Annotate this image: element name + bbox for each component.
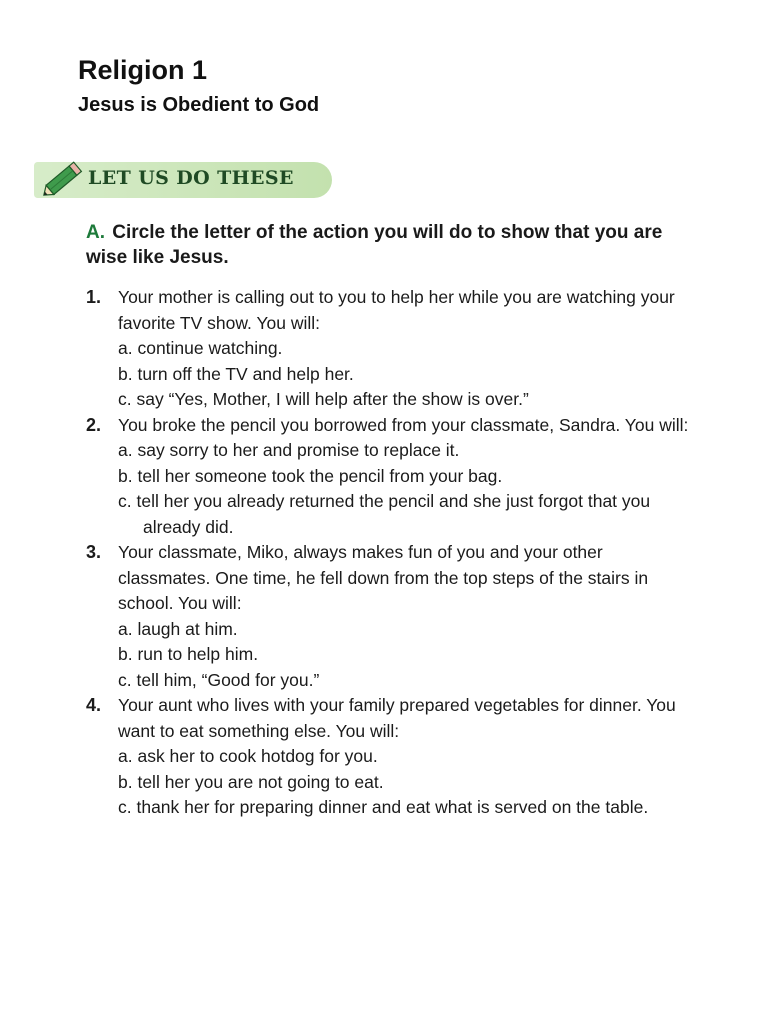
choice-option: b. tell her you are not going to eat. <box>118 771 384 792</box>
question-text: Your classmate, Miko, always makes fun of you and your other classmates. One time, he fell down from the top steps of the stairs in school. You will: <box>118 542 649 613</box>
question-text: Your mother is calling out to you to help her while you are watching your favorite TV show. You will: <box>118 287 675 333</box>
question-number: 3. <box>86 542 102 562</box>
question-number: 2. <box>86 414 102 435</box>
page-header <box>78 52 319 120</box>
choice-option: b. tell her someone took the pencil from your bag. <box>118 465 503 486</box>
choice-option: c. tell him, “Good for you.” <box>118 669 320 690</box>
instruction-text: Circle the letter of the action you will do to show that you are wise like Jesus. <box>86 222 663 268</box>
choice-option: c. say “Yes, Mother, I will help after the show is over.” <box>118 389 529 409</box>
question-item <box>86 413 696 541</box>
page-title: Religion 1 <box>78 55 208 85</box>
question-item <box>86 540 696 693</box>
choice-option: a. continue watching. <box>118 338 283 358</box>
banner-label: LET US DO THESE <box>88 167 294 189</box>
activity-banner <box>34 162 332 198</box>
question-list <box>86 285 696 821</box>
question-text: You broke the pencil you borrowed from your classmate, Sandra. You will: <box>118 414 689 435</box>
choice-option: a. say sorry to her and promise to replace it. <box>118 440 460 460</box>
choice-option: a. laugh at him. <box>118 618 238 639</box>
choice-option: a. ask her to cook hotdog for you. <box>118 746 378 766</box>
question-number: 1. <box>86 287 102 307</box>
question-number: 4. <box>86 695 102 715</box>
question-item <box>86 693 696 821</box>
choice-option: b. run to help him. <box>118 644 259 664</box>
question-text: Your aunt who lives with your family prepared vegetables for dinner. You want to eat something else. You will: <box>118 695 676 741</box>
section-letter: A. <box>86 222 105 243</box>
section-instruction <box>86 220 696 270</box>
question-item <box>86 285 696 413</box>
page-subtitle: Jesus is Obedient to God <box>78 94 320 116</box>
choice-option: b. turn off the TV and help her. <box>118 363 354 384</box>
choice-option: c. thank her for preparing dinner and eat what is served on the table. <box>118 797 649 817</box>
choice-option: c. tell her you already returned the pencil and she just forgot that you already did. <box>118 491 651 537</box>
pencil-icon <box>38 156 88 202</box>
